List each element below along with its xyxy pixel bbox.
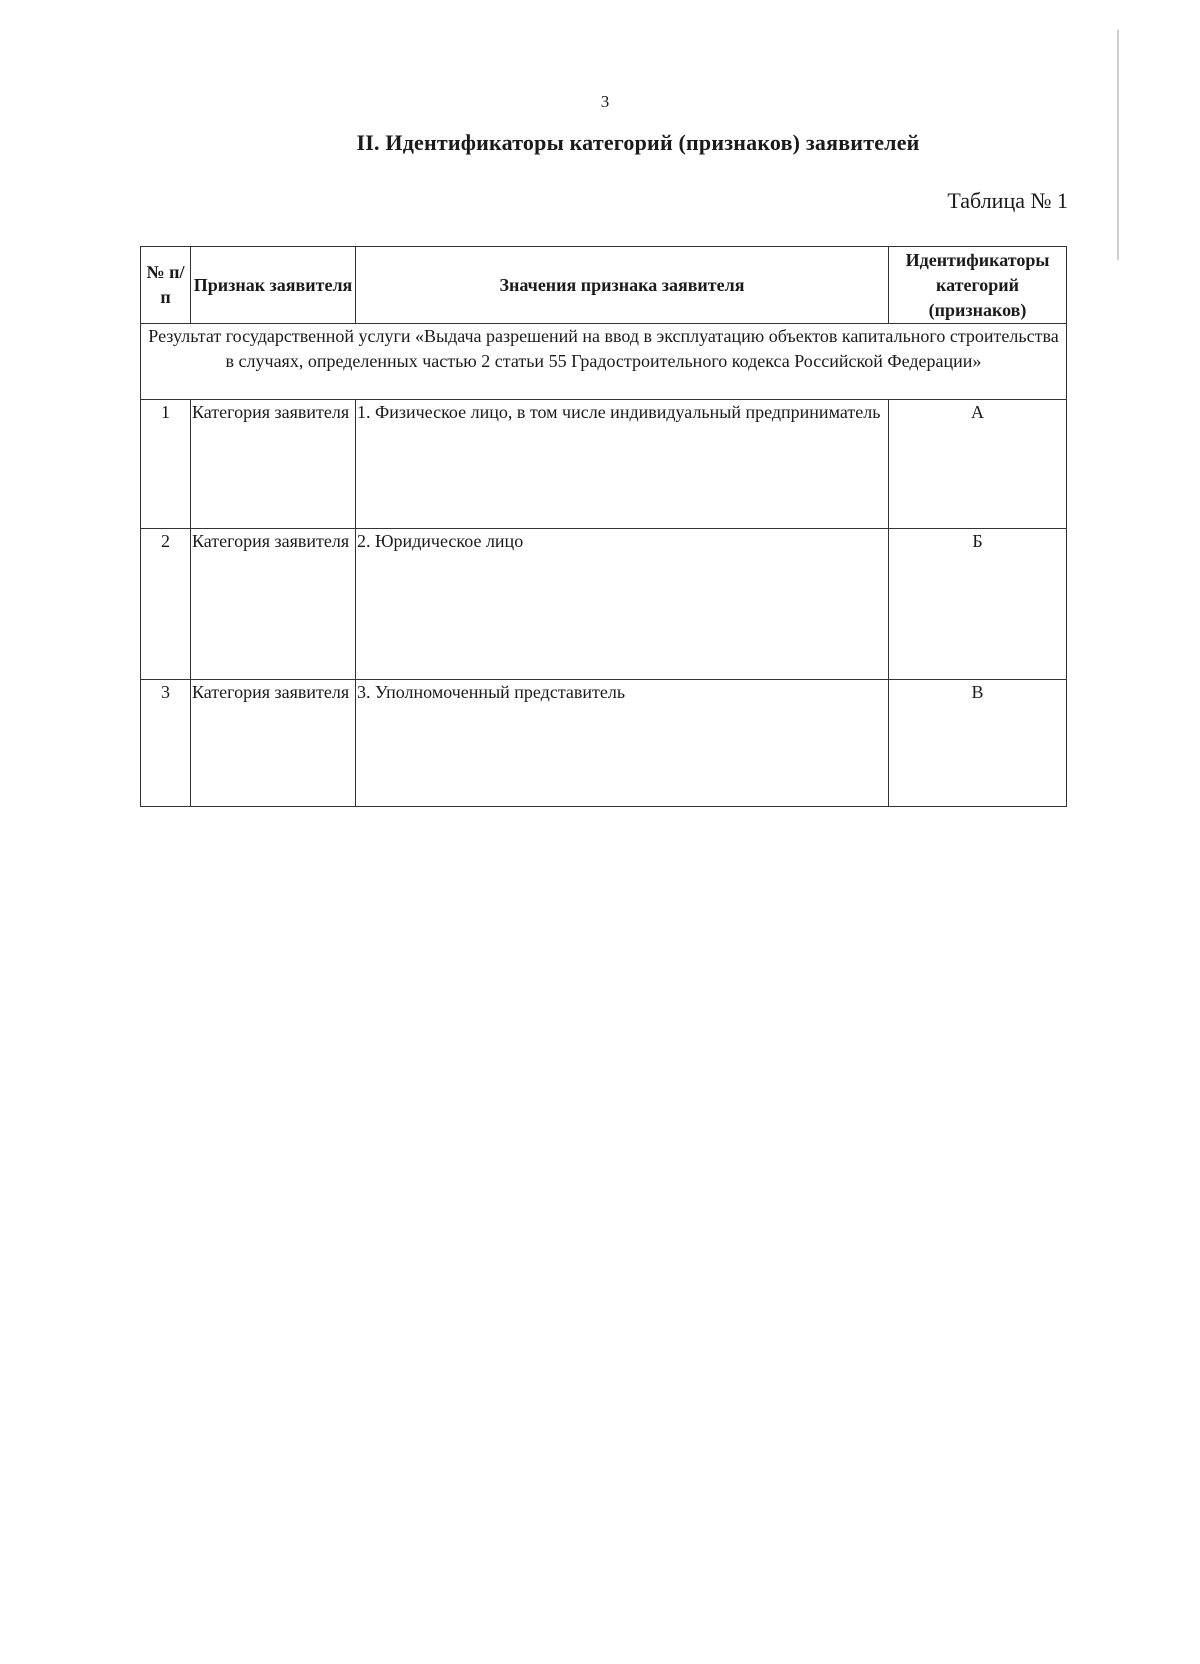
row-value: 2. Юридическое лицо <box>356 529 889 680</box>
row-identifier: В <box>889 680 1067 807</box>
table-row <box>141 529 1067 680</box>
row-identifier: Б <box>889 529 1067 680</box>
service-result-text: Результат государственной услуги «Выдача разрешений на ввод в эксплуатацию объектов капитального строительства в случаях, определенных частью 2 статьи 55 Градостроительного кодекса Российской Федерации» <box>141 324 1067 400</box>
applicant-categories-table <box>140 246 1067 807</box>
header-identifiers: Идентификаторы категорий (признаков) <box>889 247 1067 324</box>
row-value: 1. Физическое лицо, в том числе индивидуальный предприниматель <box>356 400 889 529</box>
row-attribute: Категория заявителя <box>191 680 356 807</box>
page-number: 3 <box>600 92 610 111</box>
row-num: 2 <box>141 529 191 680</box>
row-attribute: Категория заявителя <box>191 529 356 680</box>
header-values: Значения признака заявителя <box>356 247 889 324</box>
row-identifier: А <box>889 400 1067 529</box>
row-num: 3 <box>141 680 191 807</box>
row-num: 1 <box>141 400 191 529</box>
header-attribute: Признак заявителя <box>191 247 356 324</box>
table-header-row <box>141 247 1067 324</box>
table-label: Таблица № 1 <box>947 188 1068 213</box>
service-result-row <box>141 324 1067 400</box>
header-num: № п/п <box>141 247 191 324</box>
section-title: II. Идентификаторы категорий (признаков) заявителей <box>356 130 920 155</box>
table-row <box>141 400 1067 529</box>
table-row <box>141 680 1067 807</box>
row-attribute: Категория заявителя <box>191 400 356 529</box>
row-value: 3. Уполномоченный представитель <box>356 680 889 807</box>
